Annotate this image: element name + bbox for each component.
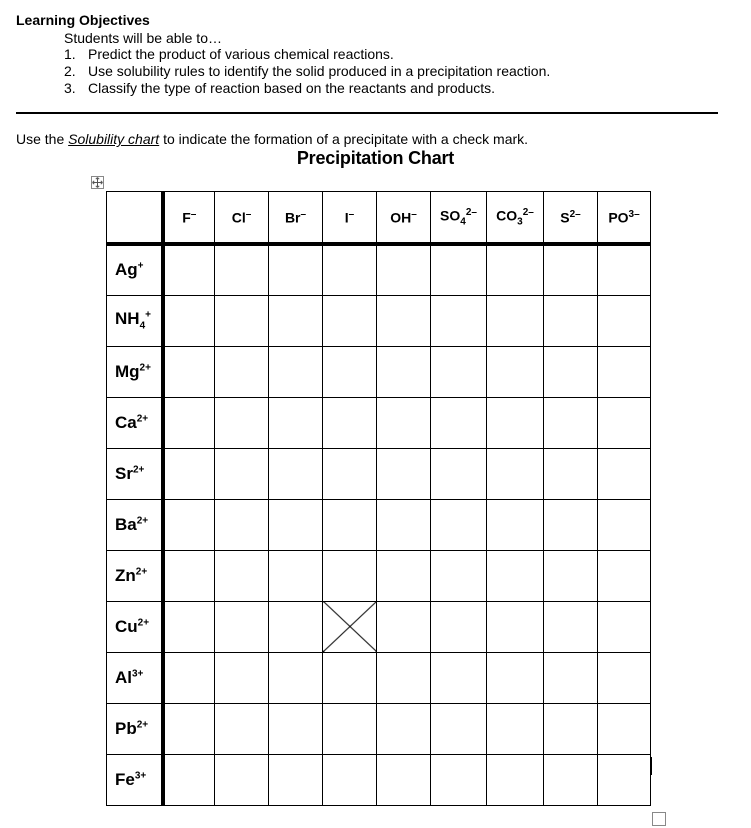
precipitate-cell[interactable]: [269, 397, 323, 448]
precipitate-cell[interactable]: [215, 550, 269, 601]
table-row: [107, 397, 651, 448]
precipitate-cell[interactable]: [163, 703, 215, 754]
table-row: [107, 754, 651, 805]
precipitate-cell[interactable]: [431, 499, 487, 550]
precipitate-cell[interactable]: [598, 499, 651, 550]
precipitate-cell[interactable]: [544, 550, 598, 601]
precipitation-table: [106, 191, 651, 806]
precipitate-cell[interactable]: [377, 346, 431, 397]
precipitate-cell[interactable]: [269, 346, 323, 397]
anion-header: $PO^{3-}$: [598, 192, 651, 245]
precipitate-cell[interactable]: [431, 550, 487, 601]
precipitate-cell[interactable]: [269, 550, 323, 601]
end-of-row-marker: [651, 757, 652, 775]
crossed-out-cell[interactable]: [323, 601, 377, 652]
chart-title: Precipitation Chart: [296, 148, 455, 168]
precipitate-cell[interactable]: [431, 601, 487, 652]
cation-header: $Pb^{2+}$: [107, 703, 163, 754]
precipitate-cell[interactable]: [544, 397, 598, 448]
precipitate-cell[interactable]: [544, 754, 598, 805]
precipitate-cell[interactable]: [598, 244, 651, 295]
table-row: [107, 601, 651, 652]
precipitate-cell[interactable]: [544, 703, 598, 754]
instruction-text: Use the Solubility chart to indicate the formation of a precipitate with a check mark.: [16, 131, 529, 147]
table-row: [107, 244, 651, 295]
precipitate-cell[interactable]: [323, 754, 377, 805]
objectives-heading: Learning Objectives: [16, 12, 150, 28]
precipitate-cell[interactable]: [598, 448, 651, 499]
precipitate-cell[interactable]: [487, 397, 544, 448]
precipitate-cell[interactable]: [431, 244, 487, 295]
cation-header: $Zn^{2+}$: [107, 550, 163, 601]
table-move-icon[interactable]: [91, 176, 104, 189]
precipitate-cell[interactable]: [163, 652, 215, 703]
precipitate-cell[interactable]: [269, 703, 323, 754]
cation-header: Ag+: [107, 244, 163, 295]
precipitate-cell[interactable]: [323, 346, 377, 397]
table-row: [107, 499, 651, 550]
precipitate-cell[interactable]: [215, 652, 269, 703]
precipitate-cell[interactable]: [269, 244, 323, 295]
precipitate-cell[interactable]: [323, 397, 377, 448]
precipitate-cell[interactable]: [323, 550, 377, 601]
precipitate-cell[interactable]: [323, 295, 377, 346]
precipitate-cell[interactable]: [431, 295, 487, 346]
anion-header: Cl–: [215, 192, 269, 245]
precipitate-cell[interactable]: [377, 397, 431, 448]
precipitate-cell[interactable]: [377, 652, 431, 703]
precipitate-cell[interactable]: [487, 448, 544, 499]
objective-item: 3. Classify the type of reaction based on the reactants and products.: [64, 80, 496, 96]
solubility-chart-link[interactable]: Solubility chart: [68, 131, 160, 147]
precipitate-cell[interactable]: [544, 448, 598, 499]
precipitate-cell[interactable]: [163, 244, 215, 295]
table-resize-icon[interactable]: [652, 812, 666, 826]
precipitate-cell[interactable]: [377, 448, 431, 499]
precipitate-cell[interactable]: [598, 601, 651, 652]
precipitate-cell[interactable]: [544, 244, 598, 295]
precipitate-cell[interactable]: [487, 703, 544, 754]
cation-header: $Fe^{3+}$: [107, 754, 163, 805]
precipitate-cell[interactable]: [215, 346, 269, 397]
anion-header: $CO_3^{2-}$: [487, 192, 544, 245]
objectives-list: [64, 46, 550, 97]
precipitate-cell[interactable]: [598, 550, 651, 601]
precipitate-cell[interactable]: [269, 448, 323, 499]
precipitate-cell[interactable]: [323, 448, 377, 499]
anion-header: OH–: [377, 192, 431, 245]
objective-item: 2. Use solubility rules to identify the solid produced in a precipitation reaction.: [64, 63, 551, 79]
precipitate-cell[interactable]: [215, 397, 269, 448]
precipitate-cell[interactable]: [487, 244, 544, 295]
precipitate-cell[interactable]: [598, 652, 651, 703]
precipitate-cell[interactable]: [377, 601, 431, 652]
precipitate-cell[interactable]: [377, 754, 431, 805]
anion-header: $SO_4^{2-}$: [431, 192, 487, 245]
precipitate-cell[interactable]: [377, 550, 431, 601]
cation-header: $Al^{3+}$: [107, 652, 163, 703]
cation-header: $Cu^{2+}$: [107, 601, 163, 652]
table-row: [107, 448, 651, 499]
precipitate-cell[interactable]: [598, 295, 651, 346]
objective-item: 1. Predict the product of various chemical reactions.: [64, 46, 394, 62]
precipitate-cell[interactable]: [598, 397, 651, 448]
precipitate-cell[interactable]: [323, 703, 377, 754]
table-row: [107, 703, 651, 754]
precipitate-cell[interactable]: [215, 601, 269, 652]
precipitate-cell[interactable]: [544, 346, 598, 397]
cation-header: $Ba^{2+}$: [107, 499, 163, 550]
precipitate-cell[interactable]: [544, 601, 598, 652]
precipitate-cell[interactable]: [487, 550, 544, 601]
corner-cell: [107, 192, 163, 245]
precipitate-cell[interactable]: [377, 703, 431, 754]
precipitate-cell[interactable]: [377, 244, 431, 295]
precipitate-cell[interactable]: [487, 295, 544, 346]
cation-header: $Ca^{2+}$: [107, 397, 163, 448]
precipitate-cell[interactable]: [487, 754, 544, 805]
precipitate-cell[interactable]: [163, 601, 215, 652]
precipitate-cell[interactable]: [431, 397, 487, 448]
precipitate-cell[interactable]: [431, 448, 487, 499]
precipitate-cell[interactable]: [163, 346, 215, 397]
precipitate-cell[interactable]: [431, 703, 487, 754]
anion-header: F–: [163, 192, 215, 245]
precipitate-cell[interactable]: [163, 550, 215, 601]
precipitate-cell[interactable]: [269, 295, 323, 346]
table-row: [107, 295, 651, 346]
precipitate-cell[interactable]: [431, 652, 487, 703]
precipitate-cell[interactable]: [163, 448, 215, 499]
precipitate-cell[interactable]: [163, 754, 215, 805]
precipitate-cell[interactable]: [487, 499, 544, 550]
precipitate-cell[interactable]: [215, 754, 269, 805]
cation-header: $NH_4^+$: [107, 295, 163, 346]
precipitate-cell[interactable]: [163, 295, 215, 346]
precipitate-cell[interactable]: [377, 499, 431, 550]
precipitate-cell[interactable]: [163, 397, 215, 448]
precipitate-cell[interactable]: [215, 295, 269, 346]
precipitate-cell[interactable]: [431, 346, 487, 397]
precipitate-cell[interactable]: [544, 652, 598, 703]
precipitate-cell[interactable]: [544, 295, 598, 346]
table-row: [107, 346, 651, 397]
precipitate-cell[interactable]: [487, 652, 544, 703]
precipitate-cell[interactable]: [487, 346, 544, 397]
precipitate-cell[interactable]: [269, 652, 323, 703]
precipitate-cell[interactable]: [269, 601, 323, 652]
precipitate-cell[interactable]: [598, 754, 651, 805]
cation-header: $Sr^{2+}$: [107, 448, 163, 499]
precipitate-cell[interactable]: [323, 499, 377, 550]
anion-header: Br–: [269, 192, 323, 245]
objectives-intro: Students will be able to…: [64, 30, 222, 46]
precipitate-cell[interactable]: [215, 703, 269, 754]
table-row: [107, 652, 651, 703]
precipitate-cell[interactable]: [598, 346, 651, 397]
precipitate-cell[interactable]: [163, 499, 215, 550]
precipitate-cell[interactable]: [431, 754, 487, 805]
precipitate-cell[interactable]: [323, 244, 377, 295]
precipitate-cell[interactable]: [377, 295, 431, 346]
anion-header: $S^{2-}$: [544, 192, 598, 245]
precipitate-cell[interactable]: [215, 244, 269, 295]
precipitate-cell[interactable]: [269, 499, 323, 550]
precipitate-cell[interactable]: [487, 601, 544, 652]
table-row: [107, 550, 651, 601]
anion-header: I–: [323, 192, 377, 245]
section-divider: [16, 112, 718, 114]
precipitate-cell[interactable]: [215, 499, 269, 550]
precipitate-cell[interactable]: [598, 703, 651, 754]
precipitate-cell[interactable]: [215, 448, 269, 499]
precipitate-cell[interactable]: [269, 754, 323, 805]
precipitate-cell[interactable]: [323, 652, 377, 703]
precipitate-cell[interactable]: [544, 499, 598, 550]
cation-header: $Mg^{2+}$: [107, 346, 163, 397]
